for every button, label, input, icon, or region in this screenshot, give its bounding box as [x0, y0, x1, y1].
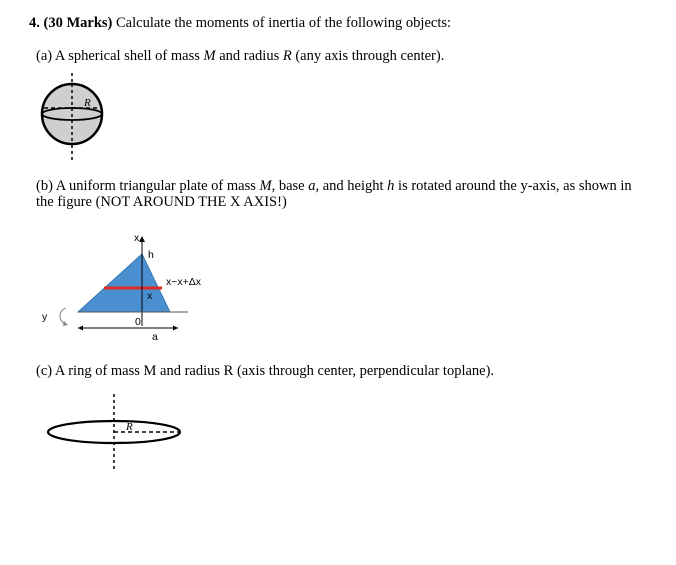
height-label: h: [148, 249, 154, 261]
part-b-mass: M: [259, 178, 272, 194]
triangular-plate-figure: [38, 228, 278, 348]
part-a-text: (a) A spherical shell of mass M and radius R (any axis through center).: [36, 48, 445, 64]
part-a-radius: R: [282, 48, 292, 64]
ring-figure: [44, 392, 194, 472]
part-c-text: (c) A ring of mass M and radius R (axis through center, perpendicular toplane).: [36, 363, 495, 379]
question-prompt: Calculate the moments of inertia of the following objects:: [116, 15, 452, 31]
part-b-height: h: [387, 178, 395, 194]
x-axis-label: x: [134, 232, 140, 244]
strip-var-label: x: [147, 290, 153, 302]
origin-label: 0: [135, 316, 141, 328]
ring-radius-label: R: [126, 421, 133, 433]
x-axis-arrowhead: [139, 236, 145, 242]
question-marks: (30 Marks): [43, 15, 113, 31]
strip-range-label: x~x+Δx: [166, 276, 202, 288]
spherical-shell-figure: [38, 70, 108, 162]
sphere-radius-label: R: [84, 97, 91, 109]
y-axis-label: y: [42, 311, 48, 323]
triangular-plate: [78, 254, 170, 312]
question-heading: [29, 15, 451, 32]
part-b-text: (b) A uniform triangular plate of mass M, base a, and height h is rotated around the y-axis, as shown in the figure (NOT AROUND THE X AXIS!): [36, 178, 632, 210]
rotation-arrow-icon: [60, 308, 66, 324]
part-a-mass: M: [203, 48, 216, 64]
question-number: 4.: [29, 15, 40, 31]
base-label: a: [152, 331, 158, 343]
part-b-base: a: [308, 178, 316, 194]
base-arrow-right: [173, 326, 178, 331]
base-arrow-left: [78, 326, 83, 331]
